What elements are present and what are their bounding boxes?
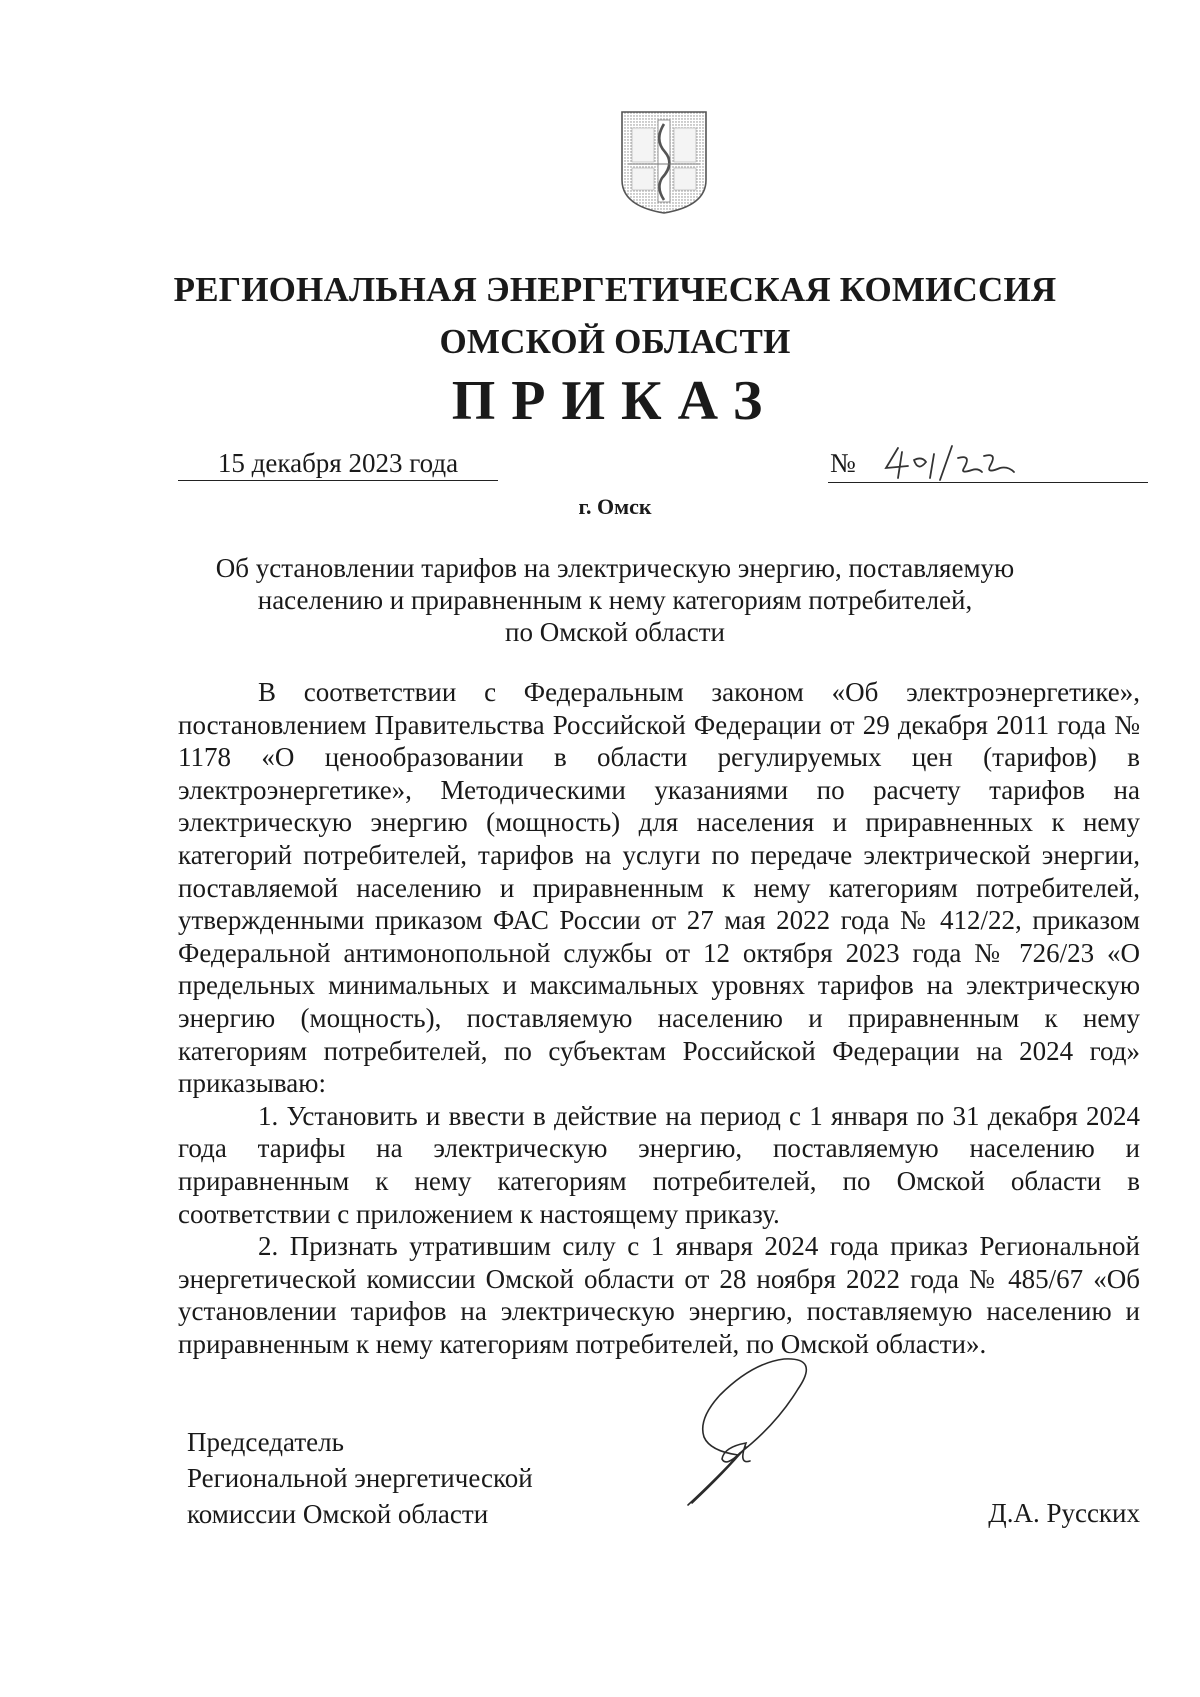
signer-position-line2: Региональной энергетической <box>187 1463 533 1493</box>
handwritten-signature-icon <box>680 1355 850 1520</box>
coat-of-arms-icon <box>618 106 710 216</box>
title-line2: населению и приравненным к нему категориям потребителей, <box>257 585 973 615</box>
document-title <box>150 552 1080 648</box>
signer-position-line1: Председатель <box>187 1427 344 1457</box>
item-1-paragraph: 1. Установить и ввести в действие на период с 1 января по 31 декабря 2024 года тарифы на электрическую энергию, поставляемую населению и приравненным к нему категориям потребителей, по Омской области в соответствии с приложением к настоящему приказу. <box>178 1100 1140 1229</box>
signer-position <box>187 1424 533 1532</box>
organization-name <box>150 264 1080 368</box>
city: г. Омск <box>578 494 652 519</box>
organization-name-line1: РЕГИОНАЛЬНАЯ ЭНЕРГЕТИЧЕСКАЯ КОМИССИЯ <box>173 270 1057 309</box>
title-line1: Об установлении тарифов на электрическую энергию, поставляемую <box>215 553 1015 583</box>
organization-name-line2: ОМСКОЙ ОБЛАСТИ <box>439 322 791 361</box>
title-line3: по Омской области <box>505 617 725 647</box>
item-2-paragraph: 2. Признать утратившим силу с 1 января 2024 года приказ Региональной энергетической комиссии Омской области от 28 ноября 2022 года № 485/67 «Об установлении тарифов на электрическую энергию, поставляемую населению и приравненным к нему категориям потребителей, по Омской области». <box>178 1231 1140 1359</box>
document-number <box>828 446 1148 483</box>
document-date: 15 декабря 2023 года <box>178 446 498 481</box>
handwritten-number-icon <box>878 438 1028 482</box>
number-sign: № <box>830 448 856 478</box>
preamble-paragraph: В соответствии с Федеральным законом «Об электроэнергетике», постановлением Правительства Российской Федерации от 29 декабря 2011 года № 1178 «О ценообразовании в области регулируемых цен (тарифов) в электроэнергетике», Методическими указаниями по расчету тарифов на электрическую энергию (мощность) для населения и приравненных к нему категорий потребителей, тарифов на услуги по передаче электрической энергии, поставляемой населению и приравненным к нему категориям потребителей, утвержденными приказом ФАС России от 27 мая 2022 года № 412/22, приказом Федеральной антимонопольной службы от 12 октября 2023 года № 726/23 «О предельных минимальных и максимальных уровнях тарифов на электрическую энергию (мощность), поставляемую населению и приравненным к нему категориям потребителей, по субъектам Российской Федерации на 2024 год» приказываю: <box>178 677 1140 1099</box>
signer-position-line3: комиссии Омской области <box>187 1499 489 1529</box>
document-body <box>178 676 1140 1360</box>
signer-name: Д.А. Русских <box>988 1498 1140 1528</box>
document-type: ПРИКАЗ <box>451 370 779 432</box>
